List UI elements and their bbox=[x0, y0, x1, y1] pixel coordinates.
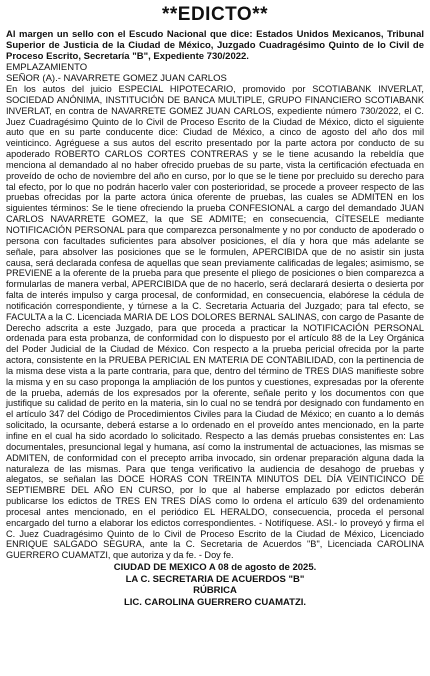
signature-name: LIC. CAROLINA GUERRERO CUAMATZI. bbox=[123, 596, 307, 608]
signature-office: LA C. SECRETARIA DE ACUERDOS "B" bbox=[125, 573, 305, 585]
seal-description: Al margen un sello con el Escudo Nacional que dice: Estados Unidos Mexicanos, Tribunal Superior de Justicia de la Ciudad de México, Juzgado Cuadragésimo Quinto de lo Civil de Proceso Escrito, Secretaría "B", Expediente 730/2022. bbox=[6, 29, 424, 62]
summons-heading: EMPLAZAMIENTO bbox=[6, 62, 88, 73]
signature-rubric: RÚBRICA bbox=[193, 585, 237, 597]
edict-title: **EDICTO** bbox=[161, 4, 268, 25]
edict-body-text: En los autos del juicio ESPECIAL HIPOTECARIO, promovido por SCOTIABANK INVERLAT, SOCIEDAD ANÓNIMA, INSTITUCIÓN DE BANCA MULTIPLE, GRUPO FINANCIERO SCOTIABANK INVERLAT, en contra de NAVARRETE GOMEZ JUAN CARLOS, expediente número 730/2022, el C. Juez Cuadragésimo Quinto de lo Civil de Proceso Escrito de la Ciudad de México, dicto el siguiente auto que en su parte conducente dice: Ciudad de México, a cinco de agosto del año dos mil veinticinco. Agréguese a sus autos del escrito presentado por la parte actora por conducto de su apoderado ROBERTO CARLOS CORTES CONTRERAS y se le tiene acusando la rebeldía que menciona al demandado al no haber ofrecido pruebas de su parte, vista la certificación efectuada en proveído de ocho de noviembre del año en curso, por lo que se le tiene por precluido su derecho para tal efecto, por lo que no podrán hacerlo valer con posterioridad, se procede a proveer respecto de las pruebas ofrecidas por la parte actora única oferente de pruebas, las cuales se ADMITEN en los siguientes términos: Se le tiene ofreciendo la prueba CONFESIONAL a cargo del demandado JUAN CARLOS NAVARRETE GOMEZ, la que SE ADMITE; en consecuencia, CÍTESELE mediante NOTIFICACIÓN PERSONAL para que comparezca personalmente y no por conducto de apoderado o persona con facultades suficientes para absolver posiciones, el día y hora que más adelante se señale, para absolver las posiciones que se le formulen, APERCIBIDA que de no asistir sin justa causa, será declarada confesa de aquellas que sean previamente calificadas de legales; asimismo, se PREVIENE a la oferente de la prueba para que presente el pliego de posiciones o bien comparezca a formularlas de manera verbal, APERCIBIDA que de no hacerlo, será declarará desierta o desierta por falta de interés impulso y carga procesal, de conformidad, en consecuencia, elabórese la cédula de notificación correspondiente, y túrnese a la C. Secretaria Actuaria del Juzgado; para tal efecto, se FACULTA a la C. Licenciada MARIA DE LOS DOLORES BERNAL SALINAS, con cargo de Pasante de Derecho adscrita a este Juzgado, para que proceda a practicar la NOTIFICACIÓN PERSONAL ordenada para esta probanza, de conformidad con lo dispuesto por el artículo 88 de la Ley Orgánica del Poder Judicial de la Ciudad de México. Con respecto a la prueba pericial ofrecida por la parte actora, consistente en la PRUEBA PERICIAL EN MATERIA DE CONTABILIDAD, con la pertinencia de la misma dese vista a la parte contraria, para que, dentro del término de TRES DIAS manifieste sobre la misma y en su caso proponga la ampliación de los puntos y cuestiones, expresadas por la oferente de la prueba, además de los expresados por la oferente, señale perito y los documentos con que justifique su calidad de perito en la materia, sin lo cual no se tendrá por designado con fundamento en el artículo 347 del Código de Procedimientos Civiles para la Ciudad de México; en cuanto a lo demás solicitado, la ocursante, deberá estarse a lo ordenado en el proveído antes mencionado, en la parte infine en el cual ha sido acordado lo solicitado. Respecto a las demás pruebas consistentes en: Las documentales, presuncional legal y humana, así como la instrumental de actuaciones, las mismas se ADMITEN, de conformidad con el precepto arriba invocado, sin ordenar preparación alguna dada la naturaleza de las mismas. Para que tenga verificativo la audiencia de desahogo de pruebas y alegatos, se señalan las DOCE HORAS CON TREINTA MINUTOS DEL DÍA VEINTICINCO DE SEPTIEMBRE DEL AÑO EN CURSO, por lo que al haberse emplazado por edictos deberán publicarse los edictos de TRES EN TRES DÍAS como lo ordena el artículo 639 del ordenamiento procesal antes mencionado, en el periódico EL HERALDO, consecuencia, proceda el personal encargado del turno a elaborar los edictos correspondientes. - Notifíquese. ASI.- lo proveyó y firma el C. Juez Cuadragésimo Quinto de lo Civil de Proceso Escrito de la Ciudad de México, Licenciado ENRIQUE SALGADO SEGURA, ante la C. Secretaria de Acuerdos "B", Licenciada CAROLINA GUERRERO CUAMATZI, que autoriza y da fe. - Doy fe. bbox=[6, 84, 424, 561]
signature-date: CIUDAD DE MEXICO A 08 de agosto de 2025. bbox=[113, 562, 317, 574]
addressee-name: SEÑOR (A).- NAVARRETE GOMEZ JUAN CARLOS bbox=[6, 73, 227, 84]
signature-block bbox=[6, 562, 424, 608]
